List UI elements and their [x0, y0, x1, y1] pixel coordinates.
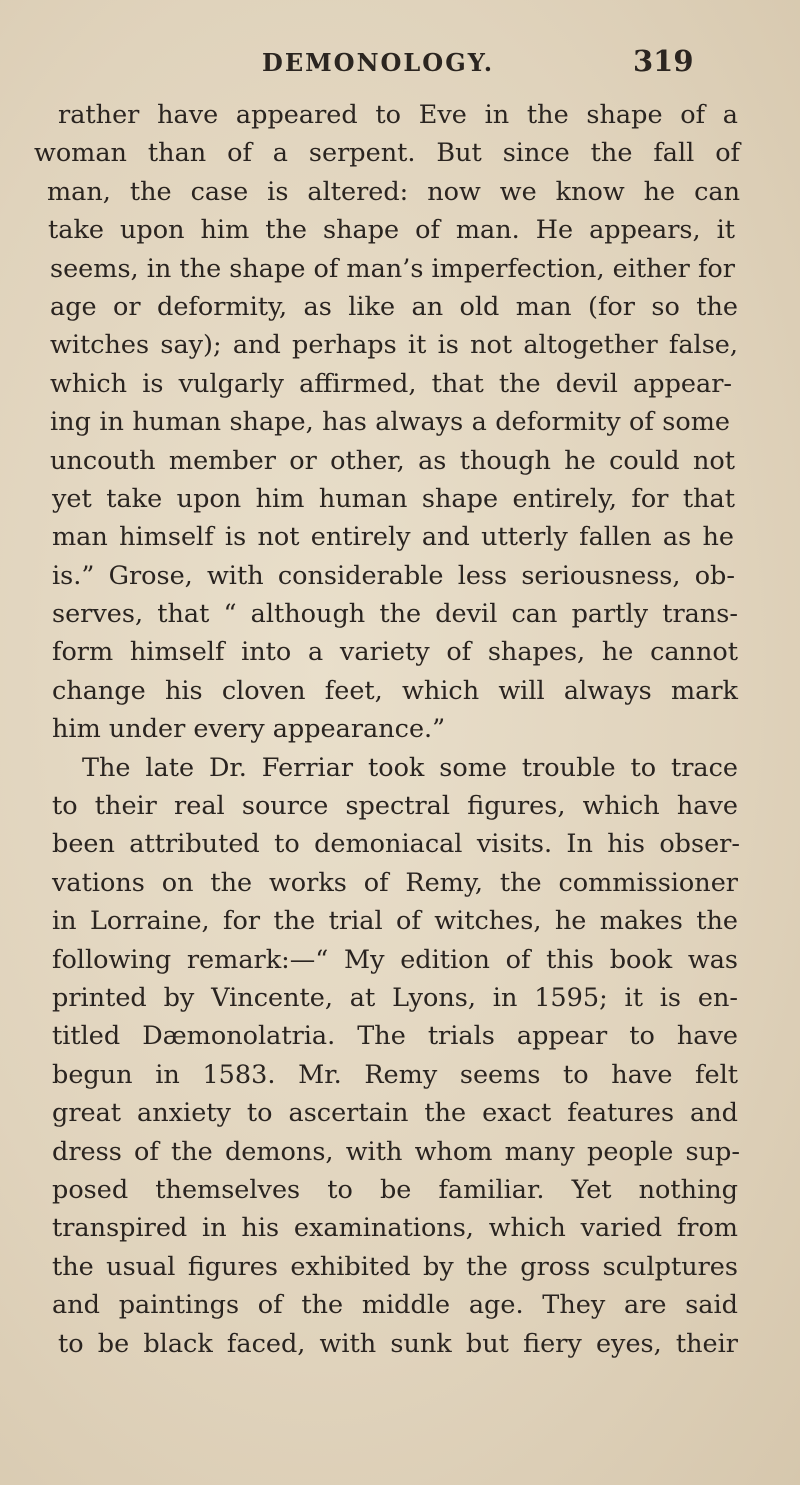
- text-line: been attributed to demoniacal visits. In his obser-: [52, 829, 740, 860]
- text-line: man himself is not entirely and utterly fallen as he: [52, 522, 734, 553]
- text-line: take upon him the shape of man. He appears, it: [48, 215, 735, 246]
- text-line: is.” Grose, with considerable less seriousness, ob-: [52, 560, 735, 591]
- text-line: form himself into a variety of shapes, he cannot: [52, 637, 738, 668]
- text-line: man, the case is altered: now we know he can: [47, 176, 740, 207]
- text-line: titled Dæmonolatria. The trials appear to have: [52, 1021, 738, 1052]
- text-line: in Lorraine, for the trial of witches, he makes the: [52, 906, 738, 937]
- text-line: following remark:—“ My edition of this book was: [52, 944, 738, 975]
- text-line: change his cloven feet, which will always mark: [52, 675, 738, 706]
- text-line: vations on the works of Remy, the commissioner: [52, 867, 738, 898]
- text-line: to their real source spectral figures, which have: [52, 791, 738, 822]
- text-line: the usual figures exhibited by the gross sculptures: [52, 1251, 738, 1282]
- text-line: rather have appeared to Eve in the shape of a: [58, 100, 738, 130]
- text-line: to be black faced, with sunk but fiery eyes, their: [58, 1328, 738, 1359]
- text-line-paragraph-start: The late Dr. Ferriar took some trouble to trace: [82, 752, 738, 783]
- text-line: serves, that “ although the devil can partly trans-: [52, 599, 738, 630]
- text-line: posed themselves to be familiar. Yet nothing: [52, 1174, 738, 1205]
- text-line: seems, in the shape of man’s imperfection, either for: [50, 253, 735, 284]
- body-text: [0, 96, 800, 1363]
- page-number: 319: [633, 44, 694, 78]
- text-line: which is vulgarly affirmed, that the devil appear-: [50, 368, 732, 399]
- text-line: printed by Vincente, at Lyons, in 1595; it is en-: [52, 982, 738, 1013]
- text-line: dress of the demons, with whom many people sup-: [52, 1136, 740, 1167]
- text-line: age or deformity, as like an old man (for so the: [50, 291, 738, 322]
- text-line: woman than of a serpent. But since the fall of: [34, 138, 740, 169]
- text-line: transpired in his examinations, which varied from: [52, 1213, 738, 1244]
- running-head-title: DEMONOLOGY.: [262, 48, 495, 77]
- running-head: [0, 44, 800, 88]
- text-line: witches say); and perhaps it is not altogether false,: [50, 330, 738, 361]
- text-line: uncouth member or other, as though he could not: [50, 445, 735, 476]
- text-line: him under every appearance.”: [52, 714, 446, 745]
- text-line: and paintings of the middle age. They are said: [52, 1290, 738, 1321]
- text-line: great anxiety to ascertain the exact features and: [52, 1098, 738, 1129]
- text-line: ing in human shape, has always a deformity of some: [50, 407, 730, 438]
- text-line: yet take upon him human shape entirely, for that: [52, 483, 735, 514]
- text-line: begun in 1583. Mr. Remy seems to have felt: [52, 1059, 738, 1090]
